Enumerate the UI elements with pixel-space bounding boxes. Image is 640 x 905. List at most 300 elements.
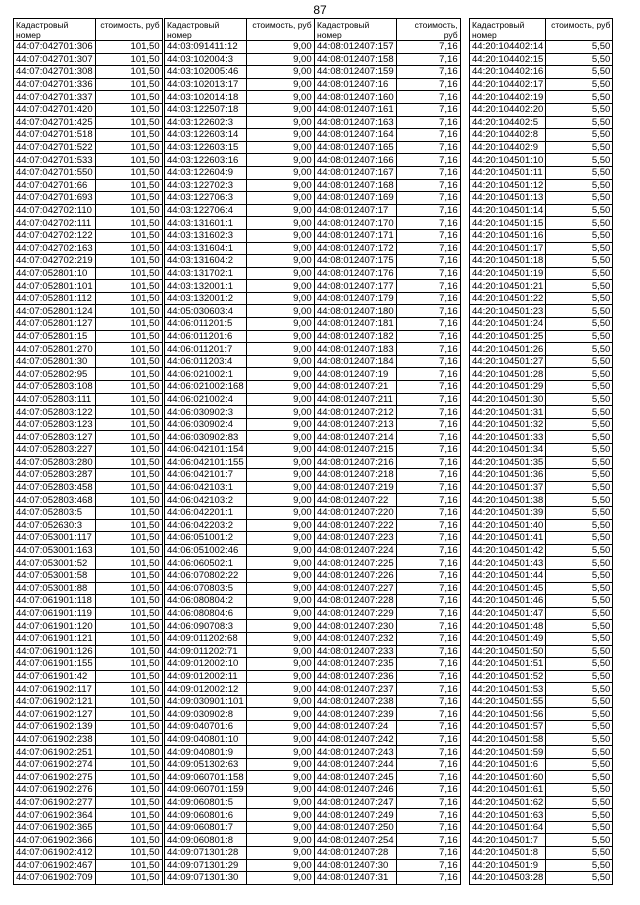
cadastral-number-cell: 44:08:012407:214 bbox=[315, 431, 397, 444]
table-row bbox=[470, 292, 613, 305]
cost-cell: 9,00 bbox=[246, 569, 314, 582]
cadastral-number-cell: 44:07:061901:126 bbox=[14, 645, 96, 658]
cadastral-number-cell: 44:09:030902:8 bbox=[165, 708, 247, 721]
table-row bbox=[165, 821, 315, 834]
cost-cell: 7,16 bbox=[396, 456, 460, 469]
cost-cell: 7,16 bbox=[396, 557, 460, 570]
table-row bbox=[165, 469, 315, 482]
cost-cell: 101,50 bbox=[95, 683, 162, 696]
cost-cell: 9,00 bbox=[246, 809, 314, 822]
table-row bbox=[470, 242, 613, 255]
table-row bbox=[470, 204, 613, 217]
cost-cell: 9,00 bbox=[246, 78, 314, 91]
cadastral-number-cell: 44:08:012407:24 bbox=[315, 721, 397, 734]
cadastral-number-cell: 44:07:061902:366 bbox=[14, 834, 96, 847]
cadastral-number-cell: 44:20:104501:57 bbox=[470, 721, 546, 734]
cadastral-number-cell: 44:09:011202:71 bbox=[165, 645, 247, 658]
table-row bbox=[14, 469, 163, 482]
table-row bbox=[470, 381, 613, 394]
table-row bbox=[14, 418, 163, 431]
cadastral-number-cell: 44:08:012407:219 bbox=[315, 481, 397, 494]
table-row bbox=[315, 683, 461, 696]
cadastral-number-cell: 44:08:012407:179 bbox=[315, 292, 397, 305]
cost-cell: 7,16 bbox=[396, 847, 460, 860]
cost-cell: 9,00 bbox=[246, 620, 314, 633]
table-row bbox=[14, 103, 163, 116]
table-row bbox=[470, 330, 613, 343]
cadastral-number-cell: 44:07:053001:58 bbox=[14, 569, 96, 582]
table-row bbox=[470, 595, 613, 608]
cost-cell: 9,00 bbox=[246, 141, 314, 154]
cadastral-number-cell: 44:03:122507:18 bbox=[165, 103, 247, 116]
table-row bbox=[470, 280, 613, 293]
cost-cell: 9,00 bbox=[246, 670, 314, 683]
table-row bbox=[470, 305, 613, 318]
cost-cell: 7,16 bbox=[396, 519, 460, 532]
table-row bbox=[14, 494, 163, 507]
cost-cell: 7,16 bbox=[396, 255, 460, 268]
cost-cell: 7,16 bbox=[396, 544, 460, 557]
cadastral-number-cell: 44:08:012407:220 bbox=[315, 506, 397, 519]
table-header bbox=[14, 19, 163, 41]
cadastral-number-cell: 44:08:012407:232 bbox=[315, 632, 397, 645]
cadastral-number-cell: 44:07:042701:308 bbox=[14, 66, 96, 79]
cadastral-number-cell: 44:20:104501:63 bbox=[470, 809, 546, 822]
table-row bbox=[470, 166, 613, 179]
cadastral-number-cell: 44:07:042701:307 bbox=[14, 53, 96, 66]
cadastral-number-cell: 44:09:071301:29 bbox=[165, 859, 247, 872]
cost-cell: 9,00 bbox=[246, 632, 314, 645]
cost-cell: 101,50 bbox=[95, 154, 162, 167]
cost-cell: 5,50 bbox=[546, 645, 613, 658]
cost-cell: 101,50 bbox=[95, 532, 162, 545]
table-row bbox=[165, 116, 315, 129]
cost-cell: 5,50 bbox=[546, 129, 613, 142]
cost-cell: 7,16 bbox=[396, 330, 460, 343]
table-row bbox=[470, 796, 613, 809]
cadastral-number-cell: 44:06:021002:1 bbox=[165, 368, 247, 381]
table-row bbox=[165, 847, 315, 860]
table-row bbox=[165, 645, 315, 658]
cadastral-number-cell: 44:20:104501:61 bbox=[470, 784, 546, 797]
cost-cell: 101,50 bbox=[95, 129, 162, 142]
cadastral-number-cell: 44:03:132001:2 bbox=[165, 292, 247, 305]
table-row bbox=[470, 557, 613, 570]
table-row bbox=[165, 343, 315, 356]
cost-cell: 7,16 bbox=[396, 469, 460, 482]
cadastral-number-cell: 44:09:030901:101 bbox=[165, 695, 247, 708]
table-row bbox=[165, 154, 315, 167]
cost-cell: 101,50 bbox=[95, 418, 162, 431]
cadastral-number-cell: 44:07:052803:280 bbox=[14, 456, 96, 469]
cadastral-number-cell: 44:07:053001:163 bbox=[14, 544, 96, 557]
table-row bbox=[470, 834, 613, 847]
table-row bbox=[470, 859, 613, 872]
cadastral-number-cell: 44:08:012407:245 bbox=[315, 771, 397, 784]
table-row bbox=[165, 368, 315, 381]
cost-cell: 7,16 bbox=[396, 796, 460, 809]
cadastral-number-cell: 44:08:012407:233 bbox=[315, 645, 397, 658]
table-row bbox=[165, 66, 315, 79]
table-row bbox=[315, 343, 461, 356]
cost-cell: 101,50 bbox=[95, 381, 162, 394]
cost-cell: 9,00 bbox=[246, 645, 314, 658]
cadastral-number-cell: 44:20:104501:15 bbox=[470, 217, 546, 230]
table-row bbox=[315, 141, 461, 154]
cadastral-number-cell: 44:20:104501:21 bbox=[470, 280, 546, 293]
cadastral-number-cell: 44:07:042701:336 bbox=[14, 78, 96, 91]
cost-cell: 5,50 bbox=[546, 116, 613, 129]
cadastral-number-cell: 44:07:052801:30 bbox=[14, 355, 96, 368]
table-row bbox=[315, 620, 461, 633]
table-row bbox=[315, 255, 461, 268]
cost-cell: 101,50 bbox=[95, 607, 162, 620]
cadastral-number-cell: 44:20:104501:50 bbox=[470, 645, 546, 658]
cadastral-number-cell: 44:08:012407:181 bbox=[315, 318, 397, 331]
cost-cell: 7,16 bbox=[396, 242, 460, 255]
table-row bbox=[14, 582, 163, 595]
table-row bbox=[315, 229, 461, 242]
cost-cell: 9,00 bbox=[246, 192, 314, 205]
cost-cell: 7,16 bbox=[396, 758, 460, 771]
cost-cell: 7,16 bbox=[396, 393, 460, 406]
table-row bbox=[315, 292, 461, 305]
table-row bbox=[470, 809, 613, 822]
cadastral-number-cell: 44:08:012407:182 bbox=[315, 330, 397, 343]
table-row bbox=[315, 66, 461, 79]
cost-cell: 9,00 bbox=[246, 66, 314, 79]
cadastral-number-cell: 44:07:042701:420 bbox=[14, 103, 96, 116]
cost-cell: 9,00 bbox=[246, 305, 314, 318]
cadastral-number-cell: 44:06:080804:6 bbox=[165, 607, 247, 620]
table-row bbox=[14, 204, 163, 217]
table-row bbox=[165, 519, 315, 532]
table-row bbox=[14, 796, 163, 809]
table-row bbox=[165, 53, 315, 66]
cadastral-number-cell: 44:09:071301:28 bbox=[165, 847, 247, 860]
cadastral-number-cell: 44:03:122706:3 bbox=[165, 192, 247, 205]
cadastral-number-cell: 44:08:012407:239 bbox=[315, 708, 397, 721]
table-row bbox=[14, 166, 163, 179]
table-row bbox=[470, 229, 613, 242]
cost-cell: 9,00 bbox=[246, 242, 314, 255]
cost-cell: 5,50 bbox=[546, 506, 613, 519]
table-row bbox=[14, 872, 163, 885]
cadastral-number-cell: 44:20:104501:19 bbox=[470, 267, 546, 280]
cost-cell: 7,16 bbox=[396, 809, 460, 822]
cadastral-number-cell: 44:07:052803:123 bbox=[14, 418, 96, 431]
cadastral-number-cell: 44:20:104501:24 bbox=[470, 318, 546, 331]
cadastral-number-cell: 44:06:021002:168 bbox=[165, 381, 247, 394]
cadastral-number-cell: 44:08:012407:222 bbox=[315, 519, 397, 532]
cost-cell: 9,00 bbox=[246, 444, 314, 457]
cadastral-number-cell: 44:20:104501:62 bbox=[470, 796, 546, 809]
table-row bbox=[165, 393, 315, 406]
table-row bbox=[14, 620, 163, 633]
cost-cell: 101,50 bbox=[95, 393, 162, 406]
table-row bbox=[470, 53, 613, 66]
table-row bbox=[315, 406, 461, 419]
cost-cell: 7,16 bbox=[396, 116, 460, 129]
cost-cell: 5,50 bbox=[546, 494, 613, 507]
cadastral-number-cell: 44:07:042701:518 bbox=[14, 129, 96, 142]
cost-cell: 7,16 bbox=[396, 595, 460, 608]
table-row bbox=[315, 330, 461, 343]
cost-cell: 7,16 bbox=[396, 494, 460, 507]
cost-cell: 5,50 bbox=[546, 154, 613, 167]
cadastral-number-cell: 44:20:104501:6 bbox=[470, 758, 546, 771]
table-row bbox=[470, 103, 613, 116]
table-row bbox=[315, 847, 461, 860]
cost-cell: 9,00 bbox=[246, 481, 314, 494]
table-row bbox=[14, 381, 163, 394]
cadastral-number-cell: 44:06:042203:2 bbox=[165, 519, 247, 532]
cadastral-number-cell: 44:07:042701:693 bbox=[14, 192, 96, 205]
table-row bbox=[470, 632, 613, 645]
cost-cell: 5,50 bbox=[546, 103, 613, 116]
cost-cell: 7,16 bbox=[396, 821, 460, 834]
cost-cell: 9,00 bbox=[246, 179, 314, 192]
cost-cell: 9,00 bbox=[246, 532, 314, 545]
cadastral-number-cell: 44:08:012407:226 bbox=[315, 569, 397, 582]
cadastral-number-cell: 44:06:030902:3 bbox=[165, 406, 247, 419]
cost-cell: 9,00 bbox=[246, 582, 314, 595]
table-row bbox=[470, 393, 613, 406]
cadastral-number-cell: 44:08:012407:158 bbox=[315, 53, 397, 66]
cost-cell: 5,50 bbox=[546, 683, 613, 696]
cadastral-table-1 bbox=[13, 18, 163, 885]
table-row bbox=[315, 355, 461, 368]
cost-cell: 9,00 bbox=[246, 872, 314, 885]
cadastral-number-cell: 44:20:104501:17 bbox=[470, 242, 546, 255]
table-row bbox=[165, 746, 315, 759]
table-row bbox=[165, 292, 315, 305]
cost-cell: 9,00 bbox=[246, 229, 314, 242]
table-row bbox=[470, 569, 613, 582]
cost-cell: 101,50 bbox=[95, 116, 162, 129]
table-row bbox=[14, 481, 163, 494]
cadastral-number-cell: 44:07:042702:163 bbox=[14, 242, 96, 255]
table-row bbox=[470, 771, 613, 784]
table-row bbox=[470, 267, 613, 280]
cadastral-number-cell: 44:20:104402:9 bbox=[470, 141, 546, 154]
cost-cell: 7,16 bbox=[396, 620, 460, 633]
cadastral-number-cell: 44:07:061902:277 bbox=[14, 796, 96, 809]
cadastral-number-cell: 44:07:042702:110 bbox=[14, 204, 96, 217]
cost-cell: 5,50 bbox=[546, 695, 613, 708]
cadastral-number-cell: 44:07:042701:550 bbox=[14, 166, 96, 179]
table-row bbox=[165, 242, 315, 255]
cost-cell: 5,50 bbox=[546, 632, 613, 645]
cadastral-number-cell: 44:20:104501:26 bbox=[470, 343, 546, 356]
cadastral-number-cell: 44:09:060701:159 bbox=[165, 784, 247, 797]
cadastral-number-cell: 44:07:061902:364 bbox=[14, 809, 96, 822]
cadastral-number-cell: 44:09:040701:6 bbox=[165, 721, 247, 734]
cost-cell: 9,00 bbox=[246, 255, 314, 268]
table-row bbox=[470, 129, 613, 142]
table-row bbox=[470, 494, 613, 507]
table-row bbox=[470, 872, 613, 885]
cadastral-number-cell: 44:20:104402:8 bbox=[470, 129, 546, 142]
cadastral-number-cell: 44:20:104501:11 bbox=[470, 166, 546, 179]
cadastral-number-cell: 44:08:012407:223 bbox=[315, 532, 397, 545]
table-row bbox=[14, 771, 163, 784]
table-row bbox=[165, 305, 315, 318]
table-row bbox=[470, 658, 613, 671]
table-row bbox=[165, 582, 315, 595]
table-row bbox=[315, 658, 461, 671]
cost-cell: 5,50 bbox=[546, 847, 613, 860]
table-row bbox=[315, 154, 461, 167]
cadastral-number-cell: 44:08:012407:159 bbox=[315, 66, 397, 79]
cadastral-number-cell: 44:07:061902:274 bbox=[14, 758, 96, 771]
cost-cell: 5,50 bbox=[546, 758, 613, 771]
cadastral-number-cell: 44:08:012407:213 bbox=[315, 418, 397, 431]
table-row bbox=[165, 544, 315, 557]
table-row bbox=[14, 758, 163, 771]
cadastral-number-cell: 44:07:042701:522 bbox=[14, 141, 96, 154]
cost-cell: 5,50 bbox=[546, 809, 613, 822]
cadastral-number-cell: 44:07:061902:127 bbox=[14, 708, 96, 721]
cadastral-number-cell: 44:07:061902:365 bbox=[14, 821, 96, 834]
cadastral-number-cell: 44:07:042701:533 bbox=[14, 154, 96, 167]
cadastral-number-cell: 44:07:052803:458 bbox=[14, 481, 96, 494]
table-row bbox=[14, 595, 163, 608]
cost-cell: 9,00 bbox=[246, 129, 314, 142]
cadastral-number-cell: 44:20:104402:20 bbox=[470, 103, 546, 116]
cost-cell: 5,50 bbox=[546, 255, 613, 268]
cost-cell: 9,00 bbox=[246, 469, 314, 482]
cost-cell: 101,50 bbox=[95, 141, 162, 154]
cadastral-number-cell: 44:08:012407:180 bbox=[315, 305, 397, 318]
cadastral-number-cell: 44:08:012407:17 bbox=[315, 204, 397, 217]
cadastral-number-cell: 44:09:012002:12 bbox=[165, 683, 247, 696]
cadastral-number-cell: 44:20:104501:59 bbox=[470, 746, 546, 759]
table-row bbox=[165, 179, 315, 192]
cost-cell: 5,50 bbox=[546, 166, 613, 179]
cost-cell: 101,50 bbox=[95, 217, 162, 230]
cost-cell: 101,50 bbox=[95, 645, 162, 658]
cadastral-number-cell: 44:08:012407:157 bbox=[315, 41, 397, 54]
cadastral-number-cell: 44:20:104501:14 bbox=[470, 204, 546, 217]
cadastral-number-cell: 44:07:052803:122 bbox=[14, 406, 96, 419]
table-row bbox=[14, 343, 163, 356]
cadastral-number-cell: 44:06:042101:7 bbox=[165, 469, 247, 482]
cadastral-number-cell: 44:08:012407:19 bbox=[315, 368, 397, 381]
cost-cell: 5,50 bbox=[546, 481, 613, 494]
cadastral-number-cell: 44:08:012407:236 bbox=[315, 670, 397, 683]
table-row bbox=[165, 595, 315, 608]
cadastral-number-cell: 44:07:061902:709 bbox=[14, 872, 96, 885]
cadastral-number-cell: 44:06:030902:83 bbox=[165, 431, 247, 444]
cadastral-number-cell: 44:20:104501:45 bbox=[470, 582, 546, 595]
table-row bbox=[14, 532, 163, 545]
cost-cell: 5,50 bbox=[546, 532, 613, 545]
cost-cell: 7,16 bbox=[396, 305, 460, 318]
cadastral-number-cell: 44:09:012002:10 bbox=[165, 658, 247, 671]
table-row bbox=[315, 192, 461, 205]
cadastral-number-cell: 44:08:012407:225 bbox=[315, 557, 397, 570]
cost-cell: 101,50 bbox=[95, 872, 162, 885]
table-row bbox=[14, 355, 163, 368]
table-row bbox=[165, 670, 315, 683]
cost-cell: 101,50 bbox=[95, 229, 162, 242]
table-row bbox=[14, 292, 163, 305]
cadastral-number-cell: 44:20:104501:51 bbox=[470, 658, 546, 671]
cost-cell: 5,50 bbox=[546, 834, 613, 847]
cadastral-number-cell: 44:08:012407:246 bbox=[315, 784, 397, 797]
table-row bbox=[470, 255, 613, 268]
cost-cell: 9,00 bbox=[246, 103, 314, 116]
cadastral-number-cell: 44:20:104402:15 bbox=[470, 53, 546, 66]
cost-cell: 9,00 bbox=[246, 217, 314, 230]
table-row bbox=[470, 784, 613, 797]
cadastral-number-cell: 44:07:052630:3 bbox=[14, 519, 96, 532]
table-row bbox=[165, 444, 315, 457]
cadastral-number-cell: 44:08:012407:212 bbox=[315, 406, 397, 419]
cadastral-number-cell: 44:20:104501:10 bbox=[470, 154, 546, 167]
table-row bbox=[315, 758, 461, 771]
cadastral-number-cell: 44:07:061902:276 bbox=[14, 784, 96, 797]
cost-cell: 7,16 bbox=[396, 406, 460, 419]
cost-cell: 9,00 bbox=[246, 746, 314, 759]
table-row bbox=[470, 733, 613, 746]
header-cost: стоимость, руб bbox=[396, 19, 460, 41]
table-row bbox=[315, 607, 461, 620]
table-row bbox=[165, 481, 315, 494]
cost-cell: 9,00 bbox=[246, 393, 314, 406]
cost-cell: 9,00 bbox=[246, 557, 314, 570]
cost-cell: 101,50 bbox=[95, 821, 162, 834]
cadastral-number-cell: 44:06:011201:7 bbox=[165, 343, 247, 356]
cadastral-number-cell: 44:07:061902:121 bbox=[14, 695, 96, 708]
cadastral-number-cell: 44:20:104501:44 bbox=[470, 569, 546, 582]
cost-cell: 9,00 bbox=[246, 204, 314, 217]
cost-cell: 101,50 bbox=[95, 569, 162, 582]
cadastral-number-cell: 44:08:012407:160 bbox=[315, 91, 397, 104]
cost-cell: 101,50 bbox=[95, 267, 162, 280]
cadastral-table-3 bbox=[314, 18, 461, 885]
table-row bbox=[315, 771, 461, 784]
table-row bbox=[315, 469, 461, 482]
cadastral-number-cell: 44:09:011202:68 bbox=[165, 632, 247, 645]
cadastral-number-cell: 44:20:104501:38 bbox=[470, 494, 546, 507]
cost-cell: 9,00 bbox=[246, 267, 314, 280]
table-row bbox=[315, 796, 461, 809]
cost-cell: 9,00 bbox=[246, 91, 314, 104]
cost-cell: 101,50 bbox=[95, 431, 162, 444]
cost-cell: 5,50 bbox=[546, 267, 613, 280]
table-row bbox=[165, 129, 315, 142]
cadastral-number-cell: 44:20:104402:5 bbox=[470, 116, 546, 129]
cadastral-number-cell: 44:08:012407:28 bbox=[315, 847, 397, 860]
cost-cell: 101,50 bbox=[95, 166, 162, 179]
cost-cell: 101,50 bbox=[95, 66, 162, 79]
table-row bbox=[165, 41, 315, 54]
cost-cell: 9,00 bbox=[246, 658, 314, 671]
table-row bbox=[165, 217, 315, 230]
cadastral-number-cell: 44:20:104501:49 bbox=[470, 632, 546, 645]
cadastral-number-cell: 44:20:104501:40 bbox=[470, 519, 546, 532]
cadastral-number-cell: 44:06:070802:22 bbox=[165, 569, 247, 582]
table-row bbox=[14, 645, 163, 658]
table-row bbox=[470, 670, 613, 683]
table-row bbox=[165, 532, 315, 545]
table-row bbox=[165, 721, 315, 734]
table-row bbox=[14, 406, 163, 419]
cadastral-number-cell: 44:03:122604:9 bbox=[165, 166, 247, 179]
cost-cell: 9,00 bbox=[246, 695, 314, 708]
